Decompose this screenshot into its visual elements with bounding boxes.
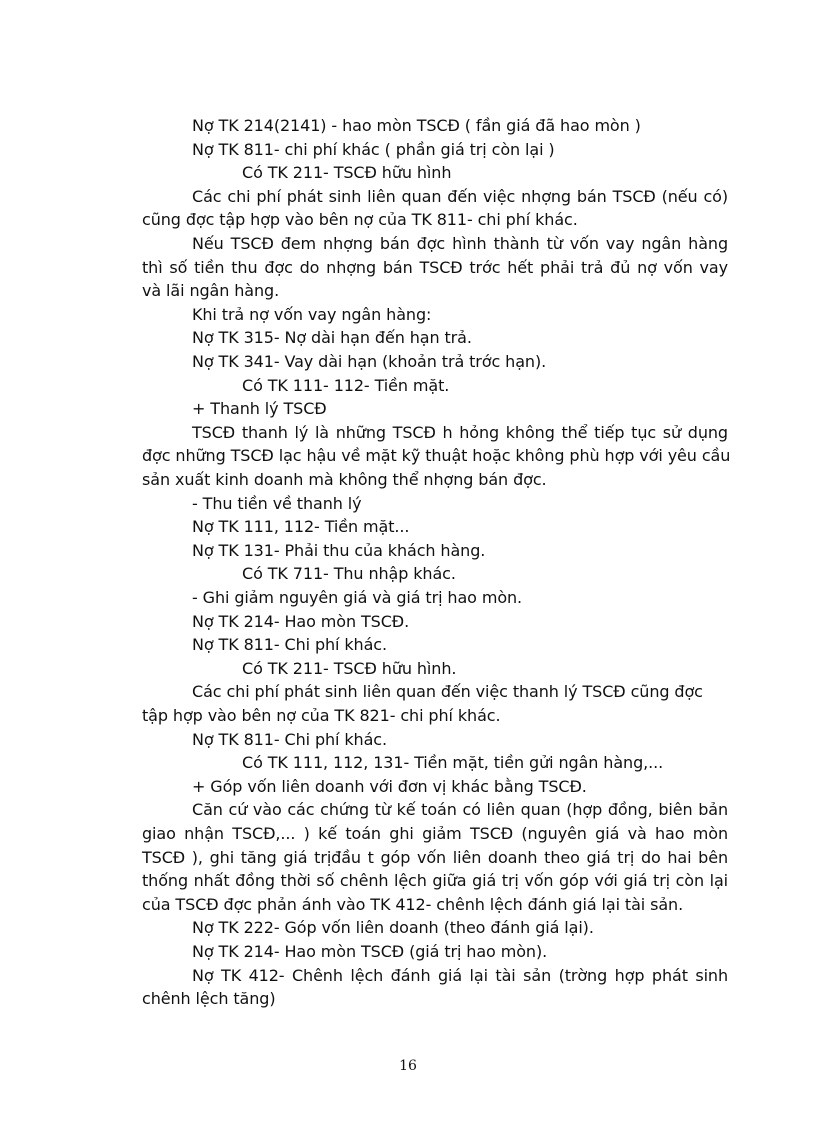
text-line: giao nhận TSCĐ,... ) kế toán ghi giảm TSCĐ (nguyên giá và hao mòn <box>142 824 728 843</box>
text-line: Nợ TK 111, 112- Tiền mặt... <box>192 517 410 537</box>
text-line: tập hợp vào bên nợ của TK 821- chi phí khác. <box>142 706 501 725</box>
page-number: 16 <box>399 1058 417 1074</box>
text-line: Nợ TK 131- Phải thu của khách hàng. <box>192 540 486 560</box>
text-line: Có TK 111, 112, 131- Tiền mặt, tiền gửi ngân hàng,... <box>242 753 664 773</box>
text-line: và lãi ngân hàng. <box>142 281 280 301</box>
text-line: Có TK 111- 112- Tiền mặt. <box>242 375 450 395</box>
text-line: Nợ TK 214(2141) - hao mòn TSCĐ ( fần giá đã hao mòn ) <box>192 116 641 135</box>
text-line: Nợ TK 214- Hao mòn TSCĐ. <box>192 611 410 631</box>
text-line: Nợ TK 811- Chi phí khác. <box>192 729 387 749</box>
text-line: Có TK 211- TSCĐ hữu hình. <box>242 658 457 678</box>
text-line: Nợ TK 811- Chi phí khác. <box>192 635 387 655</box>
text-line: TSCĐ ), ghi tăng giá trịđầu t góp vốn liên doanh theo giá trị do hai bên <box>142 847 728 867</box>
text-line: Khi trả nợ vốn vay ngân hàng: <box>192 304 432 324</box>
text-line: Các chi phí phát sinh liên quan đến việc nhợng bán TSCĐ (nếu có) <box>192 186 728 206</box>
text-line: Nợ TK 214- Hao mòn TSCĐ (giá trị hao mòn). <box>192 942 548 961</box>
text-line: Nếu TSCĐ đem nhợng bán đợc hình thành từ vốn vay ngân hàng <box>192 234 728 253</box>
text-line: Nợ TK 811- chi phí khác ( phần giá trị còn lại ) <box>192 139 555 159</box>
text-line: Nợ TK 341- Vay dài hạn (khoản trả trớc hạn). <box>192 352 547 371</box>
text-line: - Thu tiền về thanh lý <box>192 493 362 513</box>
text-line: chênh lệch tăng) <box>142 989 276 1009</box>
text-line: Các chi phí phát sinh liên quan đến việc thanh lý TSCĐ cũng đợc <box>192 682 703 702</box>
text-line: Có TK 211- TSCĐ hữu hình <box>242 163 452 183</box>
text-line: Nợ TK 412- Chênh lệch đánh giá lại tài sản (trờng hợp phát sinh <box>192 965 728 985</box>
text-line: Căn cứ vào các chứng từ kế toán có liên quan (hợp đồng, biên bản <box>192 800 728 820</box>
text-line: TSCĐ thanh lý là những TSCĐ h hỏng không thể tiếp tục sử dụng <box>192 422 728 442</box>
text-line: thì số tiền thu đợc do nhợng bán TSCĐ trớc hết phải trả đủ nợ vốn vay <box>142 257 728 277</box>
text-line: Nợ TK 222- Góp vốn liên doanh (theo đánh giá lại). <box>192 918 594 938</box>
text-line: cũng đợc tập hợp vào bên nợ của TK 811- chi phí khác. <box>142 210 578 230</box>
text-line: Nợ TK 315- Nợ dài hạn đến hạn trả. <box>192 328 472 348</box>
text-line: Có TK 711- Thu nhập khác. <box>242 564 456 584</box>
text-line: đợc những TSCĐ lạc hậu về mặt kỹ thuật hoặc không phù hợp với yêu cầu <box>142 446 731 466</box>
text-line: của TSCĐ đợc phản ánh vào TK 412- chênh lệch đánh giá lại tài sản. <box>142 894 684 914</box>
text-line: thống nhất đồng thời số chênh lệch giữa giá trị vốn góp với giá trị còn lại <box>142 871 728 891</box>
text-line: + Góp vốn liên doanh với đơn vị khác bằng TSCĐ. <box>192 776 587 796</box>
text-line: - Ghi giảm nguyên giá và giá trị hao mòn. <box>192 588 523 607</box>
text-line: sản xuất kinh doanh mà không thể nhợng bán đợc. <box>142 470 547 489</box>
text-line: + Thanh lý TSCĐ <box>192 399 327 419</box>
